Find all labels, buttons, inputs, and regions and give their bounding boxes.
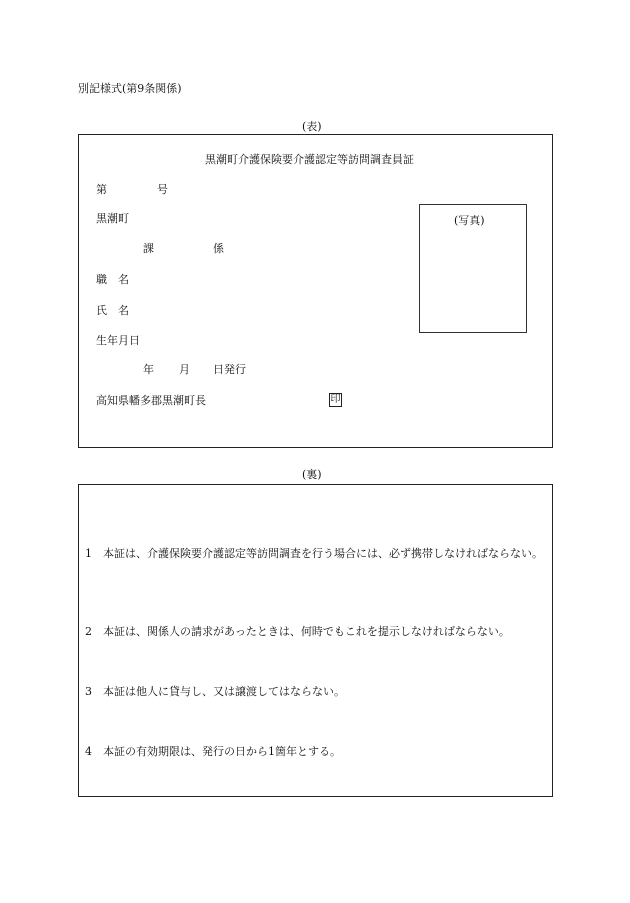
number-prefix: 第 — [96, 183, 107, 196]
back-item-3: 3 本証は他人に貸与し、又は譲渡してはならない。 — [85, 685, 345, 698]
seal-mark: 印 — [330, 394, 341, 405]
subsection-label: 係 — [213, 242, 224, 255]
number-suffix: 号 — [157, 183, 168, 196]
issue-month: 月 — [179, 363, 190, 376]
card-title: 黒潮町介護保険要介護認定等訪問調査員証 — [205, 153, 414, 166]
town-name: 黒潮町 — [96, 212, 129, 225]
section-label: 課 — [143, 242, 154, 255]
birth-date-label: 生年月日 — [96, 334, 140, 347]
back-item-2: 2 本証は、関係人の請求があったときは、何時でもこれを提示しなければならない。 — [85, 625, 510, 638]
issue-year: 年 — [143, 363, 154, 376]
front-side-label: (表) — [302, 120, 322, 133]
position-label: 職 名 — [96, 273, 129, 286]
photo-label: (写真) — [454, 214, 485, 227]
front-card — [78, 134, 553, 448]
issue-day: 日発行 — [213, 363, 246, 376]
back-side-label: (裏) — [302, 468, 322, 481]
form-label: 別記様式(第9条関係) — [78, 82, 182, 95]
photo-frame — [419, 204, 527, 333]
back-item-4: 4 本証の有効期限は、発行の日から1箇年とする。 — [85, 745, 341, 758]
issuer-name: 高知県幡多郡黒潮町長 — [96, 394, 206, 407]
holder-name-label: 氏 名 — [96, 304, 129, 317]
back-item-1: 1 本証は、介護保険要介護認定等訪問調査を行う場合には、必ず携帯しなければならない。 — [85, 547, 543, 560]
